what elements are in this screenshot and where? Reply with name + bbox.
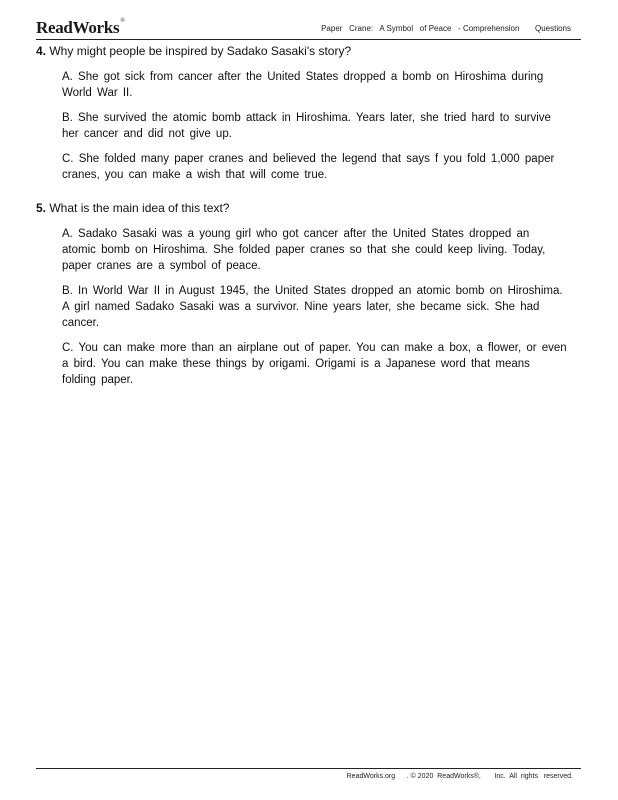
question-5 [36, 201, 576, 388]
question-prompt: What is the main idea of this text? [49, 201, 230, 215]
answer-choice-b: B. In World War II in August 1945, the United States dropped an atomic bomb on Hiroshima. A girl named Sadako Sasaki was a survivor. Nine years later, she became sick. She had cancer. [62, 285, 563, 329]
question-4 [36, 44, 576, 183]
document-title: Paper Crane: A Symbol of Peace - Comprehension Questions [321, 24, 571, 33]
answer-choice-a: A. She got sick from cancer after the United States dropped a bomb on Hiroshima during World War II. [62, 71, 544, 99]
question-text [36, 201, 576, 216]
question-number: 5. [36, 201, 47, 215]
answer-choice-a: A. Sadako Sasaki was a young girl who got cancer after the United States dropped an atomic bomb on Hiroshima. She folded paper cranes so that she could keep living. Today, paper cranes are a symbol of peace. [62, 228, 546, 272]
question-text [36, 44, 576, 59]
answer-choice-c: C. She folded many paper cranes and believed the legend that says f you fold 1,000 paper cranes, you can make a wish that will come true. [62, 153, 555, 181]
page-header [36, 16, 581, 40]
page-footer [36, 768, 581, 780]
readworks-logo [36, 18, 125, 38]
questions-content [36, 44, 576, 406]
answer-choice-b: B. She survived the atomic bomb attack in Hiroshima. Years later, she tried hard to survive her cancer and did not give up. [62, 112, 551, 140]
question-prompt: Why might people be inspired by Sadako Sasaki's story? [49, 44, 352, 58]
copyright-text: ReadWorks.org . © 2020 ReadWorks®, Inc. All rights reserved. [346, 773, 573, 780]
question-number: 4. [36, 44, 47, 58]
answer-choice-c: C. You can make more than an airplane out of paper. You can make a box, a flower, or even a bird. You can make these things by origami. Origami is a Japanese word that means folding paper. [62, 342, 567, 386]
logo-trademark: ® [120, 18, 125, 24]
logo-text: ReadWorks [36, 18, 120, 37]
